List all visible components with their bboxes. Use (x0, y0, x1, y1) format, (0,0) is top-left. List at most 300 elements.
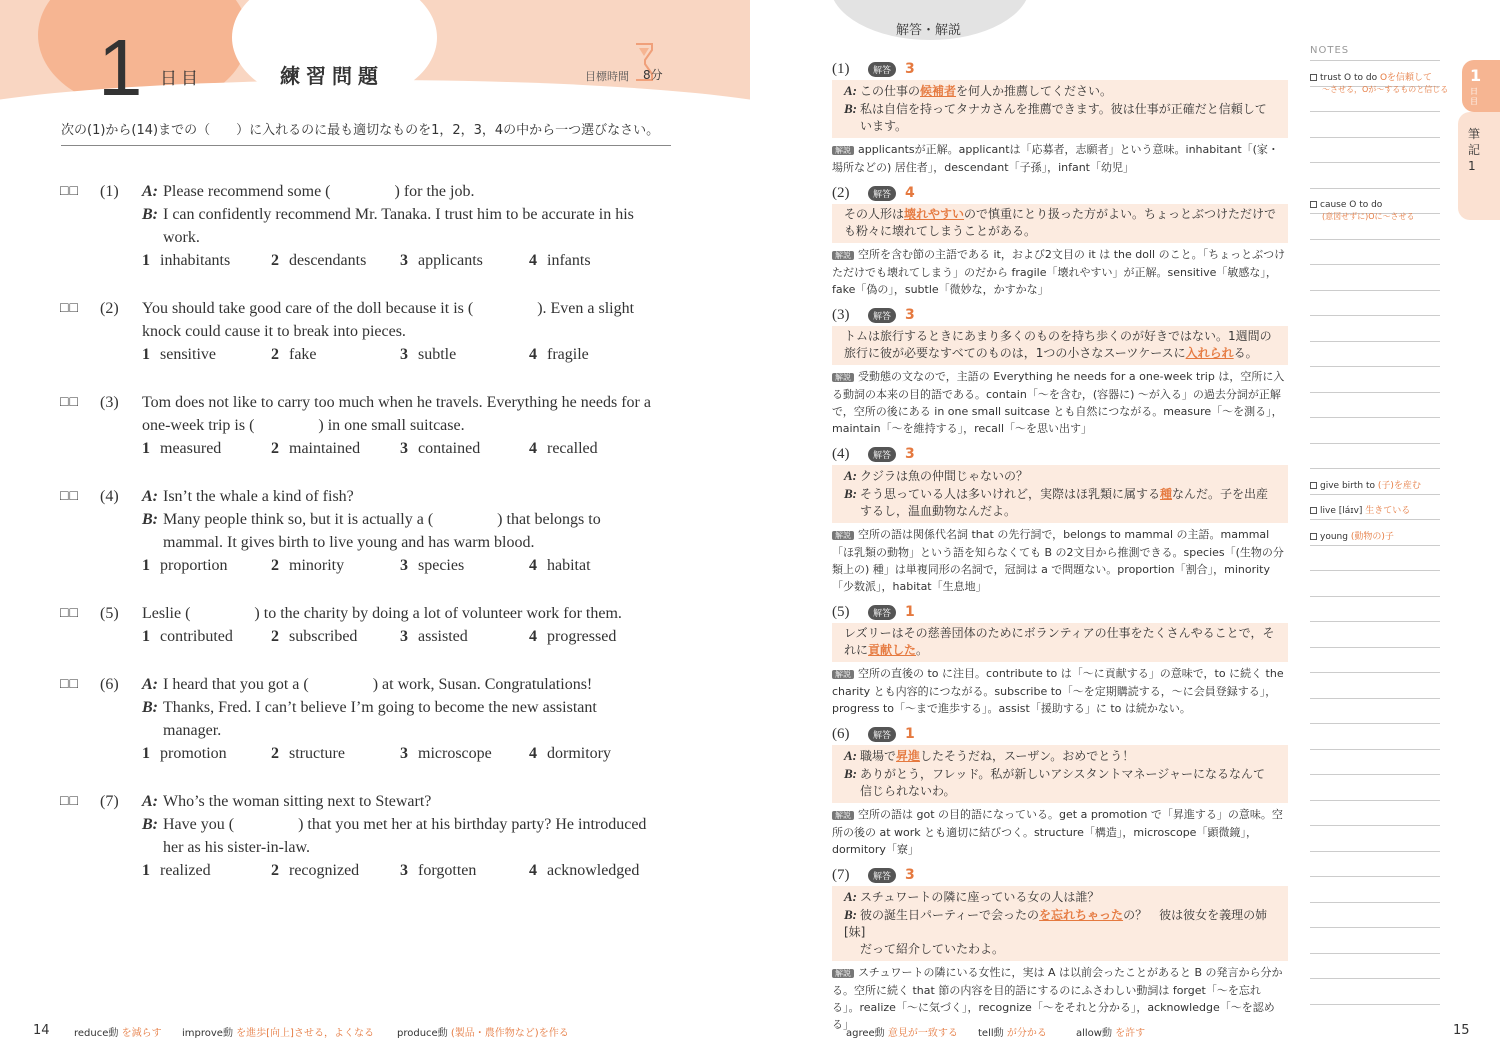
note-line (1310, 240, 1440, 266)
answer-list (832, 60, 1288, 1041)
answer-badge: 解答 (868, 447, 896, 462)
question-line (142, 391, 700, 414)
translation-text: したそうだね，スーザン。おめでとう！ (920, 749, 1135, 763)
answer-item (832, 184, 1288, 298)
note-entry[interactable] (1310, 70, 1432, 83)
option-text: descendants (289, 252, 367, 269)
translation-text: スチュワートの隣に座っている女の人は誰？ (860, 890, 1100, 904)
answer-option[interactable] (529, 437, 658, 460)
answer-option[interactable] (400, 554, 529, 577)
note-line (1310, 367, 1440, 393)
answer-option[interactable] (400, 742, 529, 765)
translation-text: 私は自信を持ってタナカさんを推薦できます。彼は仕事が正確だと信頼して (860, 102, 1267, 116)
question-number: (3) (100, 394, 119, 411)
vocab-word: produce (397, 1028, 438, 1039)
notes-column (1310, 45, 1449, 1005)
translation-line (844, 747, 1278, 765)
answer-options (142, 249, 700, 272)
note-meaning-continued: ～させる，Oが～するものと信じる (1322, 84, 1449, 94)
option-text: structure (289, 745, 345, 762)
option-text: fake (289, 346, 317, 363)
speaker-label: A: (142, 183, 158, 200)
answer-option[interactable] (271, 437, 400, 460)
answer-choice: 4 (905, 185, 915, 201)
answer-badge: 解答 (868, 727, 896, 742)
speaker-label: A: (844, 468, 857, 483)
translation-line (844, 223, 1278, 240)
translation-text: 彼の誕生日パーティーで会ったの (860, 908, 1040, 922)
highlighted-answer: 貢献した (868, 643, 917, 657)
option-number: 3 (400, 862, 408, 879)
answer-options (142, 343, 700, 366)
option-number: 4 (529, 252, 537, 269)
option-number: 2 (271, 440, 279, 457)
answer-option[interactable] (142, 742, 271, 765)
option-number: 2 (271, 346, 279, 363)
translation-line (844, 888, 1278, 906)
side-tab-section[interactable] (1458, 112, 1500, 220)
translation-text: も粉々に壊れてしまうことがある。 (844, 224, 1037, 238)
option-number: 1 (142, 862, 150, 879)
note-line (1310, 826, 1440, 852)
answer-header (832, 866, 1288, 884)
question-item (60, 790, 700, 882)
note-line (1310, 852, 1440, 878)
explanation (832, 526, 1288, 595)
translation-line (844, 783, 1278, 800)
note-line (1310, 418, 1440, 444)
option-text: recalled (547, 440, 598, 457)
answer-item (832, 445, 1288, 595)
question-item (60, 673, 700, 765)
question-checkboxes[interactable]: □□ (60, 395, 79, 410)
highlighted-answer: 昇進 (896, 749, 921, 763)
option-number: 3 (400, 557, 408, 574)
note-line (1310, 469, 1440, 495)
translation-text: 。 (916, 643, 929, 657)
option-number: 4 (529, 346, 537, 363)
note-line (1310, 546, 1440, 572)
answer-option[interactable] (400, 249, 529, 272)
question-text: her as his sister-in-law. (163, 839, 311, 856)
question-line (142, 414, 700, 437)
option-number: 3 (400, 628, 408, 645)
question-number: (6) (100, 676, 119, 693)
answer-badge: 解答 (868, 308, 896, 323)
answer-option[interactable] (400, 625, 529, 648)
question-checkboxes[interactable]: □□ (60, 794, 79, 809)
vocab-meaning: を許す (1115, 1028, 1146, 1039)
option-text: progressed (547, 628, 617, 645)
option-number: 4 (529, 440, 537, 457)
answer-option[interactable] (271, 625, 400, 648)
vocab-mark: 動 (993, 1028, 1007, 1039)
option-number: 4 (529, 745, 537, 762)
question-text: Please recommend some ( ) for the job. (163, 183, 475, 200)
question-checkboxes[interactable]: □□ (60, 489, 79, 504)
question-text: knock could cause it to break into pieces. (142, 323, 406, 340)
answer-badge: 解答 (868, 62, 896, 77)
speaker-label: A: (142, 793, 158, 810)
translation-text: る。 (1233, 346, 1258, 360)
note-meaning: 生きている (1365, 506, 1411, 516)
question-line (142, 297, 700, 320)
translation-text: れに (844, 643, 869, 657)
translation-text: だって紹介していたわよ。 (860, 942, 1005, 956)
translation-text: するし，温血動物なんだよ。 (860, 504, 1017, 518)
answer-header (832, 184, 1288, 202)
option-number: 3 (400, 252, 408, 269)
day-suffix: 日目 (160, 69, 202, 89)
explanation (832, 665, 1288, 717)
option-text: recognized (289, 862, 360, 879)
target-time-value: 8分 (643, 68, 663, 82)
question-text: I can confidently recommend Mr. Tanaka. I trust him to be accurate in his (163, 206, 634, 223)
answer-header (832, 725, 1288, 743)
answer-option[interactable] (142, 554, 271, 577)
translation-text: トムは旅行するときにあまり多くのものを持ち歩くのが好きではない。1週間の (844, 329, 1272, 343)
option-number: 2 (271, 252, 279, 269)
answer-header (832, 445, 1288, 463)
question-line (142, 696, 700, 719)
explanation-tag: 解説 (832, 531, 854, 540)
explanation (832, 246, 1288, 298)
highlighted-answer: 種 (1160, 487, 1173, 501)
note-line (1310, 979, 1440, 1005)
explanation (832, 141, 1288, 176)
translation-text: クジラは魚の仲間じゃないの？ (860, 469, 1029, 483)
translation-line (844, 100, 1278, 118)
answer-badge: 解答 (868, 186, 896, 201)
answer-option[interactable] (529, 554, 658, 577)
vocab-meaning: が分かる (1006, 1028, 1047, 1039)
checkbox-icon[interactable] (1310, 201, 1317, 208)
vocab-meaning: 意見が一致する (887, 1028, 958, 1039)
translation-box (832, 623, 1288, 662)
option-text: species (418, 557, 465, 574)
explanation-text: 空所の直後の to に注目。contribute to は「～に貢献する」の意味で，to に続く the charity とも内容的につながる。subscribe to「～を定期購読する，～に会員登録する」，progress to「～まで進歩する」。assist「援助する」に to は続かない。 (832, 667, 1284, 715)
answer-badge: 解答 (868, 605, 896, 620)
answer-options (142, 554, 700, 577)
answer-option[interactable] (142, 625, 271, 648)
question-item (60, 297, 700, 366)
note-line (1310, 903, 1440, 929)
note-line (1310, 928, 1440, 954)
note-line (1310, 724, 1440, 750)
answer-option[interactable] (271, 859, 400, 882)
translation-box (832, 886, 1288, 961)
note-line (1310, 495, 1440, 521)
note-line (1310, 699, 1440, 725)
translation-box (832, 745, 1288, 803)
answer-choice: 1 (905, 604, 915, 620)
note-entry[interactable] (1310, 503, 1410, 516)
checkbox-icon[interactable] (1310, 507, 1317, 514)
answer-option[interactable] (400, 859, 529, 882)
note-line (1310, 571, 1440, 597)
translation-text: そう思っている人は多いけれど，実際はほ乳類に属する (860, 487, 1161, 501)
question-checkboxes[interactable]: □□ (60, 677, 79, 692)
speaker-label: A: (142, 676, 158, 693)
option-number: 3 (400, 440, 408, 457)
explanation-tag: 解説 (832, 251, 854, 260)
question-checkboxes[interactable]: □□ (60, 606, 79, 621)
question-line (142, 602, 700, 625)
footer-vocab-item (182, 1024, 374, 1039)
note-line (1310, 342, 1440, 368)
option-text: contained (418, 440, 481, 457)
option-text: maintained (289, 440, 361, 457)
vocab-mark: 動 (874, 1028, 888, 1039)
answer-choice: 3 (905, 61, 915, 77)
answer-option[interactable] (400, 343, 529, 366)
instructions: 次の(1)から(14)までの（ ）に入れるのに最も適切なものを1，2，3，4の中から一つ選びなさい。 (61, 120, 671, 146)
question-line (142, 673, 700, 696)
answer-number: (6) (832, 725, 850, 742)
option-number: 1 (142, 745, 150, 762)
answer-option[interactable] (142, 859, 271, 882)
option-number: 4 (529, 862, 537, 879)
answer-header (832, 60, 1288, 78)
option-text: applicants (418, 252, 483, 269)
day-number: 1 (98, 23, 143, 112)
answer-number: (1) (832, 60, 850, 77)
answer-choice: 3 (905, 446, 915, 462)
note-term: cause O to do (1320, 200, 1383, 210)
translation-line (844, 485, 1278, 503)
speaker-label: B: (844, 101, 857, 116)
explanation-text: 空所の語は関係代名詞 that の先行詞で，belongs to mammal の主語。mammal「ほ乳類の動物」という語を知らなくても B の2文目から推測できる。species「(生物の分類上の) 種」は単複同形の名詞で，冠詞は a で問題ない。proportion「割合」，minority「少数派」，habitat「生息地」 (832, 528, 1284, 593)
answer-option[interactable] (529, 343, 658, 366)
question-checkboxes[interactable]: □□ (60, 184, 79, 199)
answer-badge: 解答 (868, 868, 896, 883)
answer-choice: 3 (905, 307, 915, 323)
answer-header (832, 603, 1288, 621)
right-page (750, 0, 1500, 1062)
translation-text: 職場で (860, 749, 897, 763)
question-line (142, 719, 700, 742)
question-line (142, 320, 700, 343)
footer-vocab-item (846, 1024, 958, 1039)
answer-option[interactable] (529, 859, 658, 882)
answer-option[interactable] (529, 742, 658, 765)
translation-box (832, 326, 1288, 365)
note-meaning: (子)を産む (1377, 480, 1421, 491)
question-text: Many people think so, but it is actually a ( ) that belongs to (163, 511, 601, 528)
note-line (1310, 265, 1440, 291)
question-item (60, 485, 700, 577)
option-text: fragile (547, 346, 589, 363)
note-line (1310, 214, 1440, 240)
side-tab-day-suffix: 日目 (1470, 87, 1478, 106)
vocab-word: reduce (74, 1028, 109, 1039)
side-tab-section-label: 筆記1 (1468, 127, 1481, 173)
answer-item (832, 725, 1288, 858)
question-text: Who’s the woman sitting next to Stewart? (163, 793, 432, 810)
question-item (60, 180, 700, 272)
option-number: 1 (142, 628, 150, 645)
translation-text: なんだ。子を出産 (1172, 487, 1269, 501)
translation-text: 信じられないわ。 (860, 784, 956, 798)
footer-vocab-item (74, 1024, 162, 1039)
question-line (142, 226, 700, 249)
explanation-text: スチュワートの隣にいる女性に，実は A は以前会ったことがあると B の発言から分かる。空所に続く that 節の内容を目的語にするのにふさわしい動詞は forget「～を忘れる」。realize「～に気づく」，recognize「～をそれと分かる」，acknowledge「～を認める」 (832, 966, 1283, 1031)
question-item (60, 391, 700, 460)
explanation-tag: 解説 (832, 670, 854, 679)
vocab-word: allow (1076, 1028, 1102, 1039)
checkbox-icon[interactable] (1310, 482, 1317, 489)
note-line (1310, 801, 1440, 827)
option-text: inhabitants (160, 252, 231, 269)
answer-option[interactable] (142, 343, 271, 366)
option-number: 3 (400, 745, 408, 762)
translation-box (832, 465, 1288, 523)
checkbox-icon[interactable] (1310, 533, 1317, 540)
answer-number: (3) (832, 306, 850, 323)
note-line (1310, 291, 1440, 317)
question-number: (7) (100, 793, 119, 810)
note-line (1310, 648, 1440, 674)
translation-line (844, 467, 1278, 485)
highlighted-answer: 壊れやすい (904, 207, 965, 221)
answer-option[interactable] (529, 625, 658, 648)
question-text: one-week trip is ( ) in one small suitcase. (142, 417, 465, 434)
vocab-word: agree (846, 1028, 875, 1039)
option-number: 3 (400, 346, 408, 363)
answer-option[interactable] (271, 742, 400, 765)
note-entry[interactable] (1310, 529, 1394, 542)
note-line (1310, 877, 1440, 903)
speaker-label: B: (844, 486, 857, 501)
vocab-word: improve (182, 1028, 223, 1039)
question-list (60, 180, 700, 907)
answer-options (142, 625, 700, 648)
explanation-text: applicantsが正解。applicantは「応募者，志願者」という意味。inhabitant「(家・場所などの) 居住者」，descendant「子孫」，infant「幼児」 (832, 143, 1279, 174)
explanation (832, 964, 1288, 1033)
answer-number: (5) (832, 603, 850, 620)
question-line (142, 508, 700, 531)
translation-text: ので慎重にとり扱った方がよい。ちょっとぶつけただけで (964, 207, 1277, 221)
question-line (142, 203, 700, 226)
option-text: microscope (418, 745, 492, 762)
question-text: Have you ( ) that you met her at his birthday party? He introduced (163, 816, 647, 833)
footer-vocab-item (397, 1024, 569, 1039)
explanation-text: 受動態の文なので，主語の Everything he needs for a one-week trip は，空所に入る動詞の本来の目的語である。contain「～を含む，(容器に) ～が入る」の過去分詞が正解で，空所の後にある in one small suitcase とも自然につながる。measure「～を測る」，maintain「～を維持する」，recall「～を思い出す」 (832, 370, 1285, 435)
translation-text: この仕事の (860, 84, 921, 98)
note-line (1310, 61, 1449, 94)
answer-option[interactable] (271, 554, 400, 577)
answer-option[interactable] (142, 437, 271, 460)
note-entry[interactable] (1310, 478, 1421, 491)
question-text: Tom does not like to carry too much when he travels. Everything he needs for a (142, 394, 651, 411)
side-tab-day[interactable] (1462, 60, 1500, 112)
translation-line (844, 328, 1278, 345)
translation-text: 旅行に彼が必要なすべてのものは，1つの小さなスーツケースに (844, 346, 1186, 360)
answer-options (142, 859, 700, 882)
note-line (1310, 444, 1440, 470)
answer-choice: 1 (905, 726, 915, 742)
note-line (1310, 750, 1440, 776)
vocab-meaning: を進歩[向上]させる，よくなる (236, 1028, 374, 1039)
translation-line (844, 642, 1278, 659)
translation-text: の？ 彼は彼女を義理の姉 [妹] (844, 908, 1268, 939)
highlighted-answer: 候補者 (920, 84, 957, 98)
note-meaning: (動物の)子 (1350, 531, 1394, 542)
option-number: 1 (142, 440, 150, 457)
translation-line (844, 345, 1278, 362)
option-text: sensitive (160, 346, 216, 363)
question-text: work. (163, 229, 200, 246)
answer-header (832, 306, 1288, 324)
answer-item (832, 866, 1288, 1033)
notes-lines (1310, 61, 1449, 1005)
footer-vocab-item (1076, 1024, 1145, 1039)
answer-option[interactable] (142, 249, 271, 272)
note-meaning: Oを信頼して (1379, 72, 1433, 83)
question-item (60, 602, 700, 648)
option-number: 1 (142, 557, 150, 574)
answer-option[interactable] (529, 249, 658, 272)
answer-option[interactable] (400, 437, 529, 460)
question-line (142, 485, 700, 508)
page-number-left: 14 (33, 1023, 50, 1038)
answer-number: (2) (832, 184, 850, 201)
option-text: promotion (160, 745, 227, 762)
highlighted-answer: を忘れちゃった (1039, 908, 1124, 922)
answer-item (832, 60, 1288, 176)
question-number: (2) (100, 300, 119, 317)
answer-item (832, 306, 1288, 437)
note-line (1310, 138, 1440, 164)
translation-line (844, 765, 1278, 783)
translation-line (844, 941, 1278, 958)
note-term: trust O to do (1320, 72, 1380, 83)
note-entry[interactable] (1310, 200, 1382, 210)
question-number: (4) (100, 488, 119, 505)
translation-line (844, 118, 1278, 135)
note-term: young (1320, 531, 1351, 542)
translation-line (844, 906, 1278, 941)
question-checkboxes[interactable]: □□ (60, 301, 79, 316)
note-line (1310, 112, 1440, 138)
option-text: dormitory (547, 745, 611, 762)
speaker-label: B: (844, 766, 857, 781)
question-text: manager. (163, 722, 222, 739)
question-text: Isn’t the whale a kind of fish? (163, 488, 354, 505)
translation-box (832, 204, 1288, 243)
note-meaning-continued: (意図せずに)Oに～させる (1322, 212, 1415, 221)
answer-tab-label: 解答・解説 (896, 23, 962, 38)
speaker-label: A: (844, 748, 857, 763)
question-text: mammal. It gives birth to live young and has warm blood. (163, 534, 535, 551)
answer-option[interactable] (271, 249, 400, 272)
answer-option[interactable] (271, 343, 400, 366)
vocab-mark: 動 (1101, 1028, 1116, 1039)
question-number: (5) (100, 605, 119, 622)
question-number: (1) (100, 183, 119, 200)
answer-options (142, 437, 700, 460)
question-text: I heard that you got a ( ) at work, Susan. Congratulations! (163, 676, 593, 693)
note-line (1310, 775, 1440, 801)
checkbox-icon[interactable] (1310, 74, 1317, 81)
vocab-meaning: (製品・農作物など)を作る (450, 1028, 569, 1039)
note-term: live [láɪv] (1320, 506, 1366, 516)
highlighted-answer: 入れられ (1185, 346, 1234, 360)
note-line (1310, 163, 1440, 189)
speaker-label: B: (142, 816, 158, 833)
note-line (1310, 393, 1440, 419)
vocab-mark: 動 (222, 1028, 237, 1039)
